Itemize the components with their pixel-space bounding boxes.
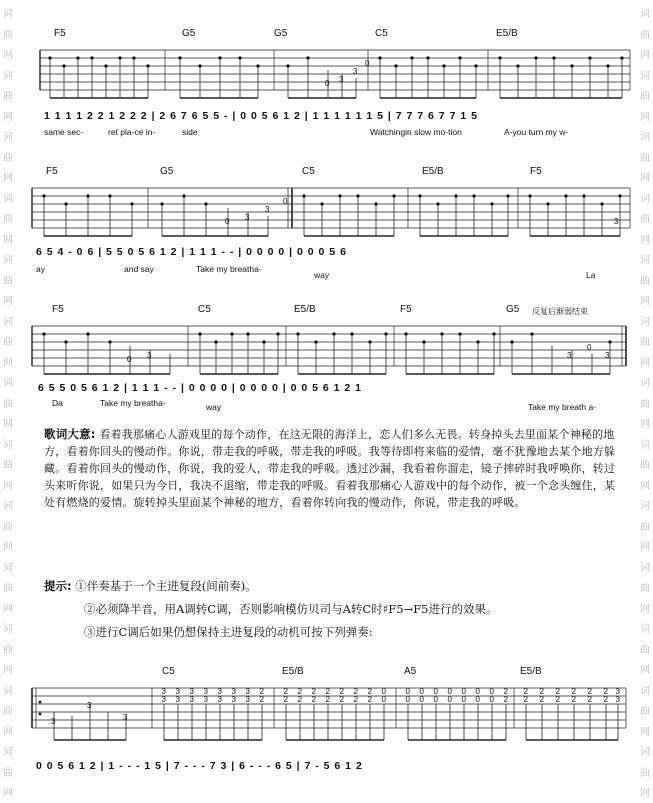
- watermark-char: 曲: [3, 29, 13, 41]
- watermark-char: 词: [3, 378, 13, 389]
- tab-fret-number: 0: [365, 59, 370, 68]
- tab-fret-number: 3: [615, 695, 620, 704]
- lyric-text: Take my breath a-: [528, 402, 597, 412]
- tab-fret-number: 3: [615, 687, 620, 696]
- chord-label: F5: [52, 304, 64, 315]
- tab-fret-number: 2: [523, 695, 528, 704]
- tab-fret-number: 3: [265, 205, 270, 214]
- watermark-char: 词: [640, 193, 650, 205]
- watermark-char: 网: [640, 357, 650, 369]
- watermark-char: 网: [3, 665, 13, 676]
- watermark-char: 曲: [640, 337, 650, 348]
- watermark-char: 曲: [3, 398, 13, 410]
- tab-fret-number: 3: [605, 351, 610, 360]
- watermark-char: 网: [640, 111, 650, 123]
- watermark-char: 网: [3, 480, 13, 492]
- tab-fret-number: 0: [489, 687, 494, 696]
- tab-fret-number: 0: [461, 695, 466, 704]
- tab-fret-number: 0: [489, 695, 494, 704]
- tab-fret-number: 2: [339, 687, 344, 696]
- tab-fret-number: 3: [231, 695, 236, 704]
- performance-annotation: 反复后渐弱结束: [532, 307, 588, 316]
- watermark-char: 曲: [3, 275, 13, 287]
- watermark-char: 词: [3, 501, 13, 512]
- watermark-char: 网: [640, 480, 650, 492]
- tab-fret-number: 3: [217, 695, 222, 704]
- tab-fret-number: 0: [325, 79, 330, 88]
- tab-fret-number: 2: [367, 695, 372, 704]
- watermark-char: 网: [640, 542, 650, 553]
- tab-fret-number: 2: [311, 695, 316, 704]
- lyric-text: way: [206, 402, 222, 412]
- lyric-text: ret pla-ce in-: [108, 127, 156, 137]
- watermark-char: 网: [3, 111, 13, 123]
- chord-label: C5: [198, 304, 211, 315]
- jianpu-notation: 6 5 4 - 0 6 | 5 5 0 5 6 1 2 | 1 1 1 - - | 0 0 0 0 | 0 0 0 5 6: [36, 246, 347, 258]
- lyric-text: Take my breatha-: [100, 398, 166, 408]
- watermark-char: 曲: [3, 706, 13, 717]
- score-system-4: [30, 662, 632, 797]
- tab-fret-number: 2: [503, 695, 508, 704]
- chord-label: F5: [46, 166, 58, 177]
- tab-fret-number: 0: [405, 695, 410, 704]
- watermark-char: 曲: [640, 398, 650, 410]
- watermark-char: 网: [640, 419, 650, 430]
- watermark-char: 词: [3, 70, 13, 82]
- lyric-text: Da: [52, 398, 63, 408]
- watermark-char: 曲: [3, 521, 13, 533]
- watermark-char: 曲: [640, 521, 650, 533]
- tablature-staff: [30, 680, 632, 752]
- watermark-char: 曲: [3, 460, 13, 471]
- watermark-char: 网: [640, 788, 650, 799]
- watermark-char: 词: [640, 9, 650, 20]
- watermark-char: 词: [3, 316, 13, 328]
- watermark-char: 词: [3, 255, 13, 266]
- watermark-char: 词: [3, 9, 13, 20]
- tab-fret-number: 3: [353, 67, 358, 76]
- watermark-char: 词: [640, 562, 650, 574]
- watermark-char: 网: [640, 234, 650, 246]
- chord-label: E5/B: [422, 166, 444, 177]
- lyric-text: ay: [36, 264, 45, 274]
- watermark-char: 词: [3, 439, 13, 451]
- tab-fret-number: 3: [189, 687, 194, 696]
- tab-fret-number: 0: [127, 355, 132, 364]
- tab-fret-number: 2: [539, 687, 544, 696]
- watermark-char: 词: [3, 747, 13, 758]
- tab-fret-number: 3: [245, 213, 250, 222]
- tab-fret-number: 3: [203, 687, 208, 696]
- tablature-staff: [30, 180, 632, 242]
- chord-label: E5/B: [496, 28, 518, 39]
- watermark-char: 曲: [640, 91, 650, 102]
- tab-fret-number: 2: [555, 687, 560, 696]
- tab-fret-number: 2: [325, 695, 330, 704]
- watermark-char: 词: [3, 562, 13, 574]
- tab-fret-number: 0: [419, 695, 424, 704]
- tab-fret-number: 3: [245, 687, 250, 696]
- chord-label: E5/B: [294, 304, 316, 315]
- watermark-char: 词: [640, 132, 650, 143]
- tab-fret-number: 0: [405, 687, 410, 696]
- watermark-char: 网: [3, 357, 13, 369]
- watermark-char: 曲: [3, 767, 13, 779]
- watermark-char: 词: [640, 501, 650, 512]
- tab-fret-number: 0: [587, 343, 592, 352]
- tab-fret-number: 3: [245, 695, 250, 704]
- tab-fret-number: 3: [217, 687, 222, 696]
- chord-label: E5/B: [282, 666, 304, 677]
- lyric-text: Watchingin slow mo-tion: [370, 127, 462, 137]
- tab-fret-number: 0: [381, 695, 386, 704]
- tab-fret-number: 2: [603, 695, 608, 704]
- watermark-char: 网: [3, 234, 13, 246]
- jianpu-notation: 1 1 1 1 2 2 1 2 2 2 | 2 6 7 6 5 5 - | 0 0 5 6 1 2 | 1 1 1 1 1 1 5 | 7 7 7 6 7 7 1 5: [44, 110, 478, 122]
- watermark-char: 网: [3, 50, 13, 61]
- tab-fret-number: 0: [225, 217, 230, 226]
- watermark-char: 曲: [640, 644, 650, 656]
- tab-fret-number: 3: [175, 687, 180, 696]
- tab-fret-number: 3: [203, 695, 208, 704]
- watermark-char: 网: [640, 173, 650, 184]
- tab-fret-number: 2: [283, 695, 288, 704]
- watermark-char: 曲: [640, 29, 650, 41]
- watermark-char: 网: [3, 542, 13, 553]
- tab-fret-number: 3: [123, 713, 128, 722]
- score-system-2: [30, 160, 632, 285]
- tab-fret-number: 2: [311, 687, 316, 696]
- score-system-3: [30, 298, 632, 416]
- watermark-char: 网: [3, 726, 13, 738]
- tip-item: ①伴奏基于一个主进复段(间前奏)。: [75, 579, 257, 593]
- tab-fret-number: 3: [161, 695, 166, 704]
- chord-label: C5: [302, 166, 315, 177]
- watermark-char: 曲: [640, 706, 650, 717]
- watermark-char: 网: [640, 665, 650, 676]
- tab-fret-number: 2: [325, 687, 330, 696]
- tab-fret-number: 2: [353, 687, 358, 696]
- chord-label: A5: [404, 666, 417, 677]
- watermark-char: 词: [640, 255, 650, 266]
- lyric-text: A-you turn my w-: [504, 127, 569, 137]
- watermark-char: 曲: [3, 583, 13, 594]
- tab-fret-number: 0: [447, 695, 452, 704]
- tab-fret-number: 0: [419, 687, 424, 696]
- watermark-char: 网: [640, 726, 650, 738]
- lyric-text: Take my breatha-: [196, 264, 262, 274]
- tab-fret-number: 2: [367, 687, 372, 696]
- tab-fret-number: 2: [259, 695, 264, 704]
- score-system-1: [30, 22, 632, 147]
- chord-label: G5: [506, 304, 520, 315]
- tab-fret-number: 2: [539, 695, 544, 704]
- tab-fret-number: 2: [571, 687, 576, 696]
- watermark-char: 网: [640, 296, 650, 307]
- tab-fret-number: 3: [231, 687, 236, 696]
- watermark-char: 词: [3, 624, 13, 635]
- watermark-char: 词: [640, 378, 650, 389]
- tab-fret-number: 2: [339, 695, 344, 704]
- watermark-char: 曲: [3, 214, 13, 225]
- watermark-char: 曲: [640, 275, 650, 287]
- watermark-char: 曲: [640, 152, 650, 164]
- tab-fret-number: 3: [87, 701, 92, 710]
- tab-fret-number: 0: [461, 687, 466, 696]
- tab-fret-number: 2: [523, 687, 528, 696]
- lyrics-translation-text: 看着我那痛心人游戏里的每个动作，在这无限的海洋上，恋人们多么无畏。转身掉头去里面某个神秘的地方，看着你回头的慢动作。你说，带走我的呼吸，带走我的呼吸。我等待即将来临的爱情，毫不犹豫地去某个地方躲藏。看着你回头的慢动作，你说，我的爱人，带走我的呼吸。透过沙漏，我看着你溜走，镜子摔碎时我呼唤你，转过头来听你说，如果只为今日，我决不退缩，带走我的呼吸。看着我那痛心人游戏中的每个动作，被一个念头缠住，某处有燃烧的爱情。旋转掉头里面某个神秘的地方，看着你转向我的慢动作，你说，带走我的呼吸。: [44, 428, 616, 509]
- chord-label: G5: [160, 166, 174, 177]
- watermark-char: 曲: [640, 460, 650, 471]
- tab-fret-number: 2: [571, 695, 576, 704]
- tab-fret-number: 3: [567, 351, 572, 360]
- watermark-char: 曲: [3, 644, 13, 656]
- tab-fret-number: 2: [283, 687, 288, 696]
- lyrics-translation-label: 歌词大意:: [44, 427, 96, 441]
- tips-line-1: [44, 578, 257, 594]
- tab-fret-number: 2: [603, 687, 608, 696]
- watermark-char: 网: [3, 603, 13, 615]
- tip-item: ③进行C调后如果仍想保持主进复段的动机可按下列弹奏:: [84, 625, 373, 639]
- tab-fret-number: 3: [161, 687, 166, 696]
- watermark-char: 词: [3, 685, 13, 697]
- watermark-char: 曲: [3, 91, 13, 102]
- watermark-char: 词: [3, 193, 13, 205]
- watermark-char: 网: [3, 788, 13, 799]
- watermark-char: 网: [640, 603, 650, 615]
- watermark-char: 曲: [640, 767, 650, 779]
- watermark-char: 曲: [640, 214, 650, 225]
- tab-fret-number: 3: [339, 75, 344, 84]
- tab-fret-number: 0: [475, 687, 480, 696]
- lyric-text: same sec-: [44, 127, 84, 137]
- tab-fret-number: 2: [587, 687, 592, 696]
- tab-fret-number: 2: [555, 695, 560, 704]
- tab-fret-number: 2: [353, 695, 358, 704]
- watermark-char: 曲: [640, 583, 650, 594]
- tab-fret-number: 3: [614, 217, 619, 226]
- tablature-staff: [30, 318, 632, 380]
- watermark-char: 词: [640, 624, 650, 635]
- watermark-char: 词: [640, 316, 650, 328]
- watermark-char: 词: [640, 439, 650, 451]
- tab-fret-number: 3: [147, 351, 152, 360]
- tip-item: ②必须降半音，用A调转C调，否则影响模仿贝司与A转C时♯F5→F5进行的效果。: [84, 602, 498, 616]
- chord-label: F5: [54, 28, 66, 39]
- chord-label: G5: [182, 28, 196, 39]
- chord-label: C5: [375, 28, 388, 39]
- left-watermark: [1, 0, 15, 803]
- watermark-char: 曲: [3, 337, 13, 348]
- right-watermark: [638, 0, 652, 803]
- chord-label: F5: [400, 304, 412, 315]
- jianpu-notation: 0 0 5 6 1 2 | 1 - - - 1 5 | 7 - - - 7 3 | 6 - - - 6 5 | 7 - 5 6 1 2: [36, 760, 363, 772]
- tab-fret-number: 3: [175, 695, 180, 704]
- tablature-staff: [30, 42, 632, 104]
- chord-label: E5/B: [520, 666, 542, 677]
- tab-fret-number: 0: [433, 695, 438, 704]
- tab-fret-number: 0: [283, 197, 288, 206]
- tab-fret-number: 3: [51, 717, 56, 726]
- lyrics-translation: [44, 426, 619, 511]
- tab-fret-number: 0: [475, 695, 480, 704]
- chord-label: F5: [530, 166, 542, 177]
- tab-fret-number: 0: [381, 687, 386, 696]
- tab-fret-number: 3: [189, 695, 194, 704]
- tab-fret-number: 2: [587, 695, 592, 704]
- tab-fret-number: 2: [297, 695, 302, 704]
- tab-fret-number: 2: [297, 687, 302, 696]
- lyric-text: La: [586, 270, 596, 280]
- lyric-text: and say: [124, 264, 154, 274]
- lyric-text: side: [182, 127, 198, 137]
- jianpu-notation: 6 5 5 0 5 6 1 2 | 1 1 1 - - | 0 0 0 0 | 0 0 0 0 | 0 0 5 6 1 2 1: [38, 382, 363, 394]
- chord-label: G5: [274, 28, 288, 39]
- tab-fret-number: 2: [259, 687, 264, 696]
- tab-fret-number: 0: [433, 687, 438, 696]
- watermark-char: 网: [3, 419, 13, 430]
- watermark-char: 词: [3, 132, 13, 143]
- tab-fret-number: 0: [447, 687, 452, 696]
- watermark-char: 词: [640, 747, 650, 758]
- watermark-char: 词: [640, 685, 650, 697]
- watermark-char: 词: [640, 70, 650, 82]
- tab-fret-number: 2: [503, 687, 508, 696]
- watermark-char: 网: [3, 296, 13, 307]
- watermark-char: 曲: [3, 152, 13, 164]
- watermark-char: 网: [640, 50, 650, 61]
- watermark-char: 网: [3, 173, 13, 184]
- lyric-text: way: [314, 270, 330, 280]
- chord-label: C5: [162, 666, 175, 677]
- tips-label: 提示:: [44, 579, 72, 593]
